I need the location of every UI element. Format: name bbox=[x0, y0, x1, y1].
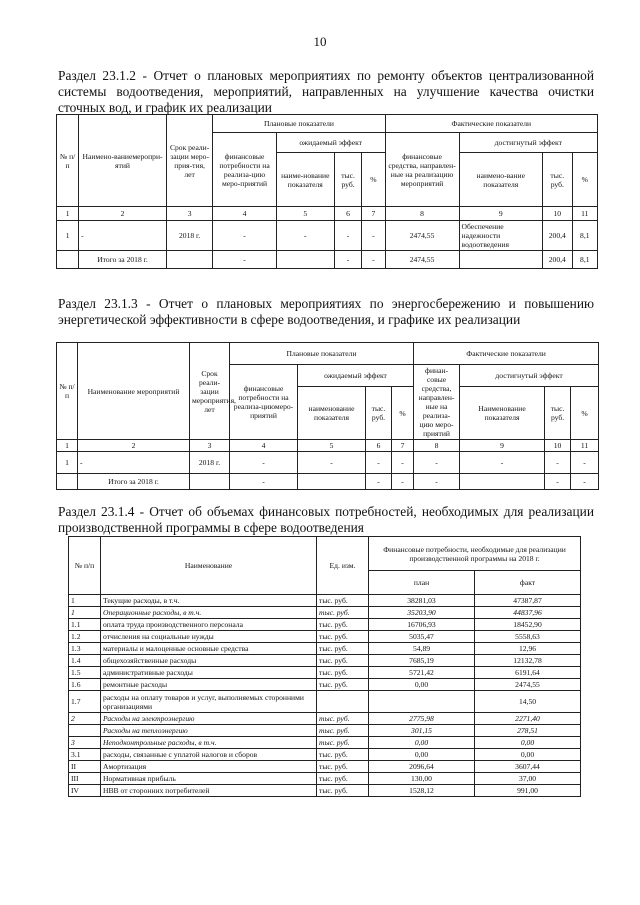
cell-fact: 2474,55 bbox=[475, 679, 581, 691]
table-row bbox=[69, 773, 581, 785]
total-fact-fin: 2474,55 bbox=[385, 251, 459, 269]
table-row bbox=[69, 785, 581, 797]
cell-fact: 0,00 bbox=[475, 737, 581, 749]
cell-unit: тыс. руб. bbox=[317, 749, 369, 761]
total-fact-eff-thous: 200,4 bbox=[542, 251, 572, 269]
table-row bbox=[57, 452, 599, 474]
cell-unit: тыс. руб. bbox=[317, 679, 369, 691]
cell-plan: 38281,03 bbox=[369, 595, 475, 607]
table-23-1-2 bbox=[56, 114, 598, 269]
cell-fact: 37,00 bbox=[475, 773, 581, 785]
cell-fact-fin: 2474,55 bbox=[385, 221, 459, 251]
col-number: 8 bbox=[414, 440, 460, 452]
cell-num: 1 bbox=[69, 607, 101, 619]
cell-fact-eff-pct: 8,1 bbox=[572, 221, 597, 251]
cell-plan: 2775,98 bbox=[369, 713, 475, 725]
col-header-plan: план bbox=[369, 571, 475, 595]
table-row bbox=[69, 631, 581, 643]
cell-num: 3 bbox=[69, 737, 101, 749]
table-row bbox=[69, 761, 581, 773]
cell-fact: 12,96 bbox=[475, 643, 581, 655]
total-fact-eff-thous: - bbox=[545, 474, 571, 490]
total-plan-fin: - bbox=[230, 474, 298, 490]
cell-num: II bbox=[69, 761, 101, 773]
col-header-planned: Плановые показатели bbox=[213, 115, 385, 133]
col-number: 10 bbox=[545, 440, 571, 452]
col-header-plan-eff-name: наименование показателя bbox=[298, 387, 366, 440]
col-header-actual: Фактические показатели bbox=[414, 343, 599, 365]
cell-num: 1.1 bbox=[69, 619, 101, 631]
col-number: 1 bbox=[57, 207, 79, 221]
col-header-fact-eff-name: наимено-вание показателя bbox=[459, 153, 542, 207]
col-header-num: № п/п bbox=[57, 115, 79, 207]
cell-term: 2018 г. bbox=[190, 452, 230, 474]
cell-fact: 5558,63 bbox=[475, 631, 581, 643]
cell-name: НВВ от сторонних потребителей bbox=[101, 785, 317, 797]
col-header-fin-needs: Финансовые потребности, необходимые для реализации производственной программы на 2018 г. bbox=[369, 537, 581, 571]
cell-fact: 278,51 bbox=[475, 725, 581, 737]
col-header-plan-eff-pct: % bbox=[362, 153, 385, 207]
table-row bbox=[69, 713, 581, 725]
cell-plan-eff-pct: - bbox=[392, 452, 414, 474]
table-row bbox=[69, 725, 581, 737]
cell-fact-eff-thous: 200,4 bbox=[542, 221, 572, 251]
cell-unit: тыс. руб. bbox=[317, 643, 369, 655]
col-number: 1 bbox=[57, 440, 78, 452]
cell-name: Амортизация bbox=[101, 761, 317, 773]
cell-fact-eff-name: - bbox=[460, 452, 545, 474]
cell-fact: 0,00 bbox=[475, 749, 581, 761]
cell-name: Неподконтрольные расходы, в т.ч. bbox=[101, 737, 317, 749]
col-header-num: № п/п bbox=[57, 343, 78, 440]
cell-unit: тыс. руб. bbox=[317, 761, 369, 773]
cell-fact: 3607,44 bbox=[475, 761, 581, 773]
col-header-fact-fin: финан-совые средства, направлен-ные на реализа-цию меро-приятий bbox=[414, 365, 460, 440]
cell-fact: 18452,90 bbox=[475, 619, 581, 631]
col-header-planned: Плановые показатели bbox=[230, 343, 414, 365]
cell-num: 1.2 bbox=[69, 631, 101, 643]
col-header-plan-effect: ожидаемый эффект bbox=[298, 365, 414, 387]
table-row bbox=[69, 737, 581, 749]
col-header-plan-eff-pct: % bbox=[392, 387, 414, 440]
table-row bbox=[69, 595, 581, 607]
col-header-fact-eff-name: Наименование показателя bbox=[460, 387, 545, 440]
cell-plan-eff-thous: - bbox=[334, 221, 361, 251]
cell-num: 1 bbox=[69, 595, 101, 607]
cell-unit: тыс. руб. bbox=[317, 785, 369, 797]
cell-name: оплата труда производственного персонала bbox=[101, 619, 317, 631]
total-row bbox=[57, 474, 599, 490]
cell-fact-eff-name: Обеспечение надежности водоотведения bbox=[459, 221, 542, 251]
col-header-plan-fin: финансовые потребности на реализа-циюмеро-приятий bbox=[230, 365, 298, 440]
col-header-name: Наименование мероприятий bbox=[78, 343, 190, 440]
cell-plan-eff-pct: - bbox=[362, 221, 385, 251]
col-number: 3 bbox=[166, 207, 212, 221]
section-23-1-2-title: Раздел 23.1.2 - Отчет о плановых мероприятиях по ремонту объектов централизованной системы водоотведения, мероприятий, направленных на улучшение качества очистки сточных вод, и график их реализации bbox=[58, 68, 594, 115]
cell-fact: 2271,40 bbox=[475, 713, 581, 725]
total-row bbox=[57, 251, 598, 269]
col-number: 2 bbox=[78, 440, 190, 452]
total-label: Итого за 2018 г. bbox=[78, 474, 190, 490]
cell-name: Расходы на теплоэнергию bbox=[101, 725, 317, 737]
col-number: 4 bbox=[230, 440, 298, 452]
cell-num bbox=[69, 725, 101, 737]
cell-num: 1.4 bbox=[69, 655, 101, 667]
cell-unit: тыс. руб. bbox=[317, 595, 369, 607]
cell-name: - bbox=[79, 221, 167, 251]
table-23-1-3 bbox=[56, 342, 599, 490]
total-fact-eff-pct: - bbox=[571, 474, 599, 490]
cell-fact-fin: - bbox=[414, 452, 460, 474]
column-numbers-row bbox=[57, 207, 598, 221]
cell-num: IV bbox=[69, 785, 101, 797]
table-row bbox=[69, 643, 581, 655]
cell-plan: 0,00 bbox=[369, 749, 475, 761]
total-plan-eff-thous: - bbox=[366, 474, 392, 490]
cell-plan-eff-name: - bbox=[276, 221, 334, 251]
col-header-fact-eff-pct: % bbox=[571, 387, 599, 440]
cell-plan-eff-thous: - bbox=[366, 452, 392, 474]
col-number: 11 bbox=[572, 207, 597, 221]
cell-plan: 0,00 bbox=[369, 679, 475, 691]
col-header-fact-effect: достигнутый эффект bbox=[459, 133, 597, 153]
cell-name: Текущие расходы, в т.ч. bbox=[101, 595, 317, 607]
cell-fact: 14,50 bbox=[475, 691, 581, 713]
col-number: 10 bbox=[542, 207, 572, 221]
cell-name: расходы, связанные с уплатой налогов и сборов bbox=[101, 749, 317, 761]
col-number: 3 bbox=[190, 440, 230, 452]
total-plan-eff-pct: - bbox=[392, 474, 414, 490]
cell-name: отчисления на социальные нужды bbox=[101, 631, 317, 643]
col-header-fact: факт bbox=[475, 571, 581, 595]
cell-unit: тыс. руб. bbox=[317, 667, 369, 679]
cell-num: 1.3 bbox=[69, 643, 101, 655]
cell-fact-eff-thous: - bbox=[545, 452, 571, 474]
cell-name: административные расходы bbox=[101, 667, 317, 679]
cell-plan: 5721,42 bbox=[369, 667, 475, 679]
cell-plan: 0,00 bbox=[369, 737, 475, 749]
col-number: 4 bbox=[213, 207, 276, 221]
col-header-plan-eff-thous: тыс. руб. bbox=[366, 387, 392, 440]
cell-fact-eff-pct: - bbox=[571, 452, 599, 474]
cell-fact: 12132,78 bbox=[475, 655, 581, 667]
col-header-term: Срок реали-зации меро-прия-тия, лет bbox=[166, 115, 212, 207]
cell-num: 1 bbox=[57, 221, 79, 251]
col-number: 5 bbox=[298, 440, 366, 452]
col-number: 11 bbox=[571, 440, 599, 452]
cell-num: 1.7 bbox=[69, 691, 101, 713]
cell-name: расходы на оплату товаров и услуг, выполняемых сторонними организациями bbox=[101, 691, 317, 713]
col-number: 6 bbox=[334, 207, 361, 221]
table-row bbox=[69, 679, 581, 691]
cell-plan: 2096,64 bbox=[369, 761, 475, 773]
cell-num: 1 bbox=[57, 452, 78, 474]
cell-num: 1.6 bbox=[69, 679, 101, 691]
cell-plan: 5035,47 bbox=[369, 631, 475, 643]
table-row bbox=[69, 619, 581, 631]
cell-name: Операционные расходы, в т.ч. bbox=[101, 607, 317, 619]
cell-unit bbox=[317, 691, 369, 713]
total-plan-eff-pct: - bbox=[362, 251, 385, 269]
column-numbers-row bbox=[57, 440, 599, 452]
cell-plan-eff-name: - bbox=[298, 452, 366, 474]
cell-unit: тыс. руб. bbox=[317, 737, 369, 749]
cell-unit: тыс. руб. bbox=[317, 607, 369, 619]
col-header-plan-eff-thous: тыс. руб. bbox=[334, 153, 361, 207]
cell-plan-fin: - bbox=[213, 221, 276, 251]
col-header-name: Наименование bbox=[101, 537, 317, 595]
cell-plan: 54,89 bbox=[369, 643, 475, 655]
page-number: 10 bbox=[313, 34, 327, 49]
col-header-fact-effect: достигнутый эффект bbox=[460, 365, 599, 387]
cell-plan bbox=[369, 691, 475, 713]
col-header-unit: Ед. изм. bbox=[317, 537, 369, 595]
table-row bbox=[57, 221, 598, 251]
col-header-name: Наимено-ваниемеропри-ятий bbox=[79, 115, 167, 207]
col-header-term: Срок реали-зации мероприятия, лет bbox=[190, 343, 230, 440]
col-header-plan-fin: финансовые потребности на реализа-цию меро-приятий bbox=[213, 133, 276, 207]
cell-unit: тыс. руб. bbox=[317, 713, 369, 725]
table-row bbox=[69, 607, 581, 619]
cell-fact: 991,00 bbox=[475, 785, 581, 797]
cell-num: 3.1 bbox=[69, 749, 101, 761]
section-23-1-3-title: Раздел 23.1.3 - Отчет о плановых мероприятиях по энергосбережению и повышению энергетической эффективности в сфере водоотведения, и графике их реализации bbox=[58, 296, 594, 327]
cell-name: материалы и малоценные основные средства bbox=[101, 643, 317, 655]
cell-unit: тыс. руб. bbox=[317, 773, 369, 785]
cell-unit: тыс. руб. bbox=[317, 631, 369, 643]
cell-plan-fin: - bbox=[230, 452, 298, 474]
col-number: 5 bbox=[276, 207, 334, 221]
cell-num: III bbox=[69, 773, 101, 785]
total-plan-eff-thous: - bbox=[334, 251, 361, 269]
cell-name: - bbox=[78, 452, 190, 474]
total-fact-eff-pct: 8,1 bbox=[572, 251, 597, 269]
col-header-fact-eff-thous: тыс. руб. bbox=[542, 153, 572, 207]
cell-plan: 1528,12 bbox=[369, 785, 475, 797]
total-plan-fin: - bbox=[213, 251, 276, 269]
cell-name: Нормативная прибыль bbox=[101, 773, 317, 785]
col-number: 2 bbox=[79, 207, 167, 221]
cell-unit: тыс. руб. bbox=[317, 725, 369, 737]
table-23-1-4 bbox=[68, 536, 581, 797]
col-header-fact-eff-thous: тыс. руб. bbox=[545, 387, 571, 440]
cell-unit: тыс. руб. bbox=[317, 619, 369, 631]
cell-term: 2018 г. bbox=[166, 221, 212, 251]
col-header-plan-effect: ожидаемый эффект bbox=[276, 133, 385, 153]
cell-plan: 130,00 bbox=[369, 773, 475, 785]
table-row bbox=[69, 655, 581, 667]
cell-name: Расходы на электроэнергию bbox=[101, 713, 317, 725]
col-header-plan-eff-name: наиме-нование показателя bbox=[276, 153, 334, 207]
cell-plan: 16706,93 bbox=[369, 619, 475, 631]
cell-plan: 35203,90 bbox=[369, 607, 475, 619]
cell-num: 1.5 bbox=[69, 667, 101, 679]
cell-fact: 47387,87 bbox=[475, 595, 581, 607]
cell-plan: 7685,19 bbox=[369, 655, 475, 667]
col-number: 7 bbox=[362, 207, 385, 221]
cell-fact: 44837,96 bbox=[475, 607, 581, 619]
col-number: 9 bbox=[460, 440, 545, 452]
col-header-actual: Фактические показатели bbox=[385, 115, 597, 133]
cell-unit: тыс. руб. bbox=[317, 655, 369, 667]
col-number: 9 bbox=[459, 207, 542, 221]
section-23-1-4-title: Раздел 23.1.4 - Отчет об объемах финансовых потребностей, необходимых для реализации производственной программы в сфере водоотведения bbox=[58, 504, 594, 535]
cell-fact: 6191,64 bbox=[475, 667, 581, 679]
table-row bbox=[69, 691, 581, 713]
total-label: Итого за 2018 г. bbox=[79, 251, 167, 269]
cell-num: 2 bbox=[69, 713, 101, 725]
cell-name: общехозяйственные расходы bbox=[101, 655, 317, 667]
col-number: 6 bbox=[366, 440, 392, 452]
table-row bbox=[69, 667, 581, 679]
cell-name: ремонтные расходы bbox=[101, 679, 317, 691]
col-number: 8 bbox=[385, 207, 459, 221]
cell-plan: 301,15 bbox=[369, 725, 475, 737]
col-header-num: № п/п bbox=[69, 537, 101, 595]
col-header-fact-eff-pct: % bbox=[572, 153, 597, 207]
col-number: 7 bbox=[392, 440, 414, 452]
table-row bbox=[69, 749, 581, 761]
col-header-fact-fin: финансовые средства, направлен-ные на реализацию мероприятий bbox=[385, 133, 459, 207]
total-fact-fin: - bbox=[414, 474, 460, 490]
